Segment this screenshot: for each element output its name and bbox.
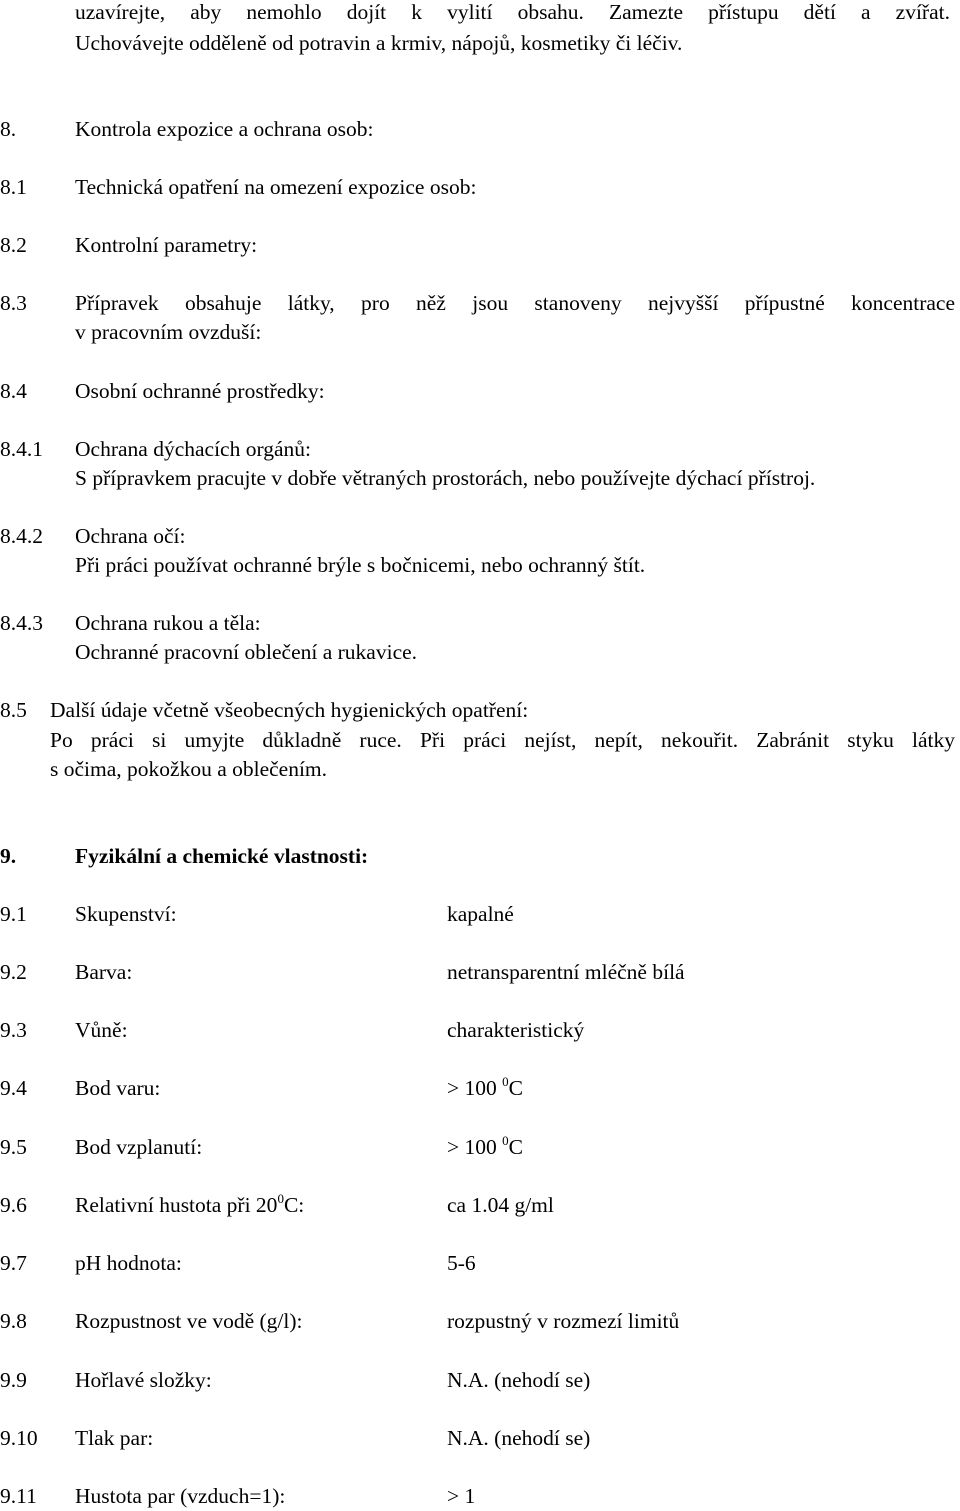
degree-superscript: 0 (277, 1191, 284, 1206)
section-8-4-2-title: Ochrana očí: (75, 524, 186, 548)
prop-label: Hořlavé složky: (75, 1368, 212, 1392)
section-8-4-1-number: 8.4.1 (0, 437, 43, 461)
prop-value: charakteristický (447, 1018, 585, 1042)
prop-label: Bod vzplanutí: (75, 1135, 203, 1159)
intro-line-2: Uchovávejte odděleně od potravin a krmiv, nápojů, kosmetiky či léčiv. (75, 31, 683, 55)
prop-value: kapalné (447, 902, 514, 926)
section-8-4-3-title: Ochrana rukou a těla: (75, 611, 261, 635)
section-8-4-2-text: Při práci používat ochranné brýle s bočnicemi, nebo ochranný štít. (75, 553, 646, 577)
section-8-4-number: 8.4 (0, 379, 27, 403)
section-8-1-text: Technická opatření na omezení expozice osob: (75, 175, 477, 199)
prop-label: Skupenství: (75, 902, 177, 926)
section-8-title: Kontrola expozice a ochrana osob: (75, 117, 374, 141)
section-8-5-title: Další údaje včetně všeobecných hygienických opatření: (50, 698, 529, 722)
prop-value-unit: C (508, 1076, 523, 1100)
prop-number: 9.1 (0, 902, 27, 926)
prop-value: rozpustný v rozmezí limitů (447, 1309, 680, 1333)
prop-number: 9.2 (0, 960, 27, 984)
prop-number: 9.4 (0, 1076, 27, 1100)
prop-number: 9.7 (0, 1251, 27, 1275)
prop-number: 9.5 (0, 1135, 27, 1159)
section-8-4-3-number: 8.4.3 (0, 611, 43, 635)
prop-label-main: Relativní hustota při 20 (75, 1193, 278, 1217)
prop-value: 5-6 (447, 1251, 476, 1275)
prop-value: > 1 (447, 1484, 476, 1508)
prop-value: ca 1.04 g/ml (447, 1193, 554, 1217)
section-8-2-text: Kontrolní parametry: (75, 233, 258, 257)
degree-superscript: 0 (502, 1074, 509, 1089)
prop-label-unit: C: (283, 1193, 305, 1217)
section-8-2-number: 8.2 (0, 233, 27, 257)
section-9-title: Fyzikální a chemické vlastnosti: (75, 844, 369, 868)
prop-label: Vůně: (75, 1018, 128, 1042)
prop-value-main: > 100 (447, 1076, 503, 1100)
section-8-3-text-line-1: Přípravek obsahuje látky, pro něž jsou stanoveny nejvyšší přípustné koncentrace (75, 291, 955, 315)
section-8-5-number: 8.5 (0, 698, 27, 722)
section-8-4-2-number: 8.4.2 (0, 524, 43, 548)
prop-value-unit: C (508, 1135, 523, 1159)
section-8-4-1-text: S přípravkem pracujte v dobře větraných prostorách, nebo používejte dýchací přístroj. (75, 466, 816, 490)
prop-number: 9.3 (0, 1018, 27, 1042)
prop-label: pH hodnota: (75, 1251, 182, 1275)
section-8-3-number: 8.3 (0, 291, 27, 315)
prop-label: Tlak par: (75, 1426, 154, 1450)
section-9-number: 9. (0, 844, 17, 868)
section-8-4-text: Osobní ochranné prostředky: (75, 379, 325, 403)
prop-number: 9.6 (0, 1193, 27, 1217)
section-8-1-number: 8.1 (0, 175, 27, 199)
section-8-number: 8. (0, 117, 17, 141)
prop-label: Rozpustnost ve vodě (g/l): (75, 1309, 303, 1333)
prop-label: Barva: (75, 960, 133, 984)
section-8-5-text-line-1: Po práci si umyjte důkladně ruce. Při práci nejíst, nepít, nekouřit. Zabránit styku látky (50, 728, 955, 752)
degree-superscript: 0 (502, 1133, 509, 1148)
intro-line-1: uzavírejte, aby nemohlo dojít k vylití obsahu. Zamezte přístupu dětí a zvířat. (75, 0, 950, 24)
prop-value (447, 1133, 523, 1159)
prop-label: Bod varu: (75, 1076, 161, 1100)
prop-value-main: > 100 (447, 1135, 503, 1159)
prop-number: 9.10 (0, 1426, 38, 1450)
section-8-4-3-text: Ochranné pracovní oblečení a rukavice. (75, 640, 418, 664)
prop-value: netransparentní mléčně bílá (447, 960, 685, 984)
prop-label (75, 1191, 305, 1217)
prop-number: 9.8 (0, 1309, 27, 1333)
prop-label: Hustota par (vzduch=1): (75, 1484, 286, 1508)
section-8-5-text-line-2: s očima, pokožkou a oblečením. (50, 757, 328, 781)
prop-value (447, 1074, 523, 1100)
prop-number: 9.9 (0, 1368, 27, 1392)
prop-value: N.A. (nehodí se) (447, 1426, 591, 1450)
section-8-4-1-title: Ochrana dýchacích orgánů: (75, 437, 311, 461)
prop-number: 9.11 (0, 1484, 37, 1508)
prop-value: N.A. (nehodí se) (447, 1368, 591, 1392)
section-8-3-text-line-2: v pracovním ovzduší: (75, 320, 262, 344)
